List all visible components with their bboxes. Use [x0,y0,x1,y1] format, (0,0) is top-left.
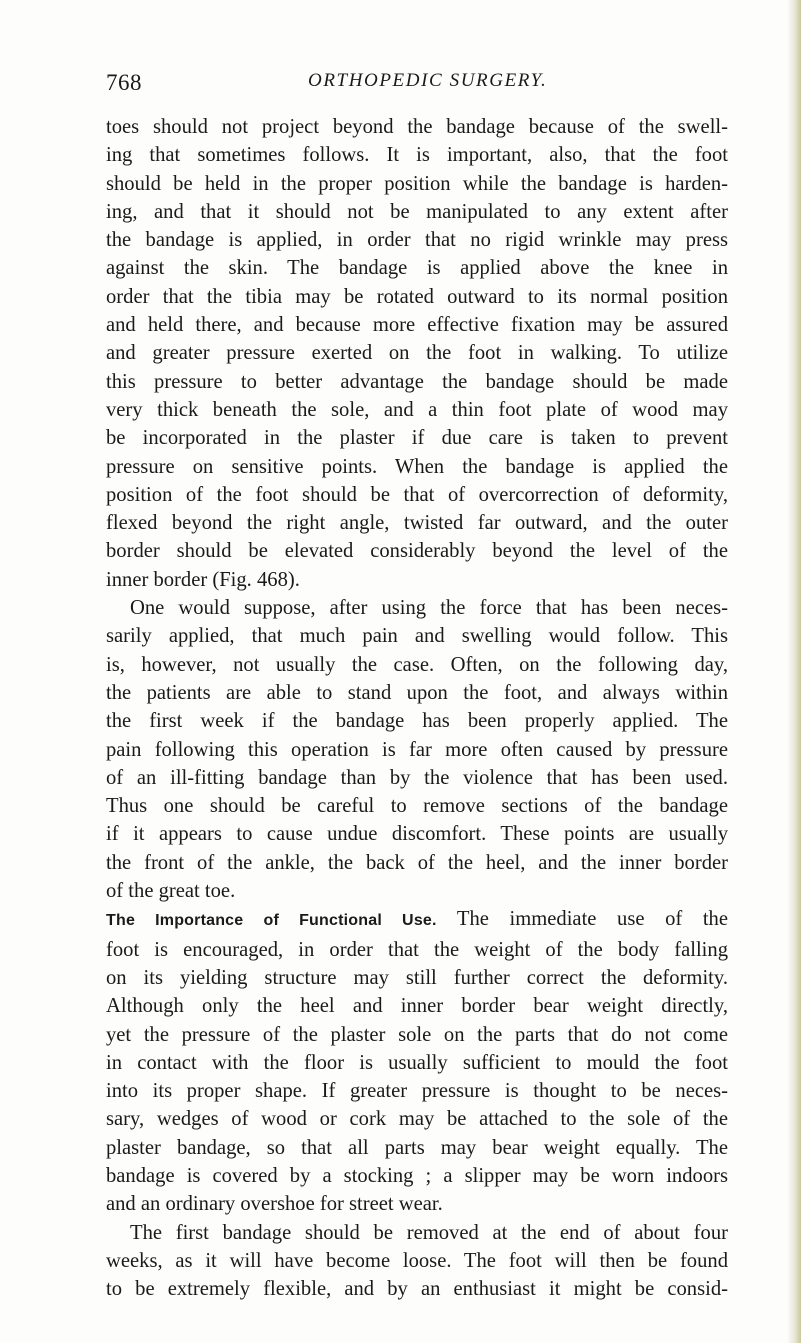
body-text [106,113,728,1303]
text-line: very thick beneath the sole, and a thin foot plate of wood may [106,398,728,421]
text-line: be incorporated in the plaster if due care is taken to prevent [106,427,728,450]
text-line: plaster bandage, so that all parts may bear weight equally. The [106,1136,728,1159]
text-line: the first week if the bandage has been properly applied. The [106,710,728,733]
text-line: on its yielding structure may still further correct the deformity. [106,966,728,989]
text-line: order that the tibia may be rotated outward to its normal position [106,285,728,308]
section-heading: The Importance of Functional Use. [106,912,437,930]
paragraph-1 [106,113,728,594]
text-line: should be held in the proper position while the bandage is harden- [106,172,728,195]
text-line: the bandage is applied, in order that no rigid wrinkle may press [106,229,728,252]
text-line: and held there, and because more effective fixation may be assured [106,314,728,337]
text-line: Although only the heel and inner border bear weight directly, [106,995,728,1018]
text-line: foot is encouraged, in order that the weight of the body falling [106,938,728,961]
running-head [106,64,726,98]
text-line: yet the pressure of the plaster sole on the parts that do not come [106,1023,728,1046]
text-line: One would suppose, after using the force that has been neces- [130,597,728,620]
text-line: sarily applied, that much pain and swelling would follow. This [106,625,728,648]
text-line: sary, wedges of wood or cork may be attached to the sole of the [106,1108,728,1131]
text-line: flexed beyond the right angle, twisted far outward, and the outer [106,512,728,535]
text-line: inner border (Fig. 468). [106,568,300,591]
text-line: Thus one should be careful to remove sections of the bandage [106,795,728,818]
text-line: pain following this operation is far more often caused by pressure [106,738,728,761]
running-head-title: ORTHOPEDIC SURGERY. [308,70,548,91]
paragraph-3 [106,905,728,1218]
text-line: and greater pressure exerted on the foot in walking. To utilize [106,342,728,365]
text-line: into its proper shape. If greater pressure is thought to be neces- [106,1080,728,1103]
text-line: against the skin. The bandage is applied above the knee in [106,257,728,280]
text-line: the front of the ankle, the back of the heel, and the inner border [106,851,728,874]
text-line-with-heading [106,905,728,935]
text-line: the patients are able to stand upon the foot, and always within [106,681,728,704]
text-line: this pressure to better advantage the bandage should be made [106,370,728,393]
page-number: 768 [106,70,142,95]
page-edge-shadow [787,0,801,1343]
text-line: The first bandage should be removed at the end of about four [130,1221,728,1244]
text-line: pressure on sensitive points. When the bandage is applied the [106,455,728,478]
text-line: of an ill-fitting bandage than by the violence that has been used. [106,766,728,789]
text-line: to be extremely flexible, and by an enthusiast it might be consid- [106,1278,728,1301]
text-line: bandage is covered by a stocking ; a slipper may be worn indoors [106,1164,728,1187]
text-line: weeks, as it will have become loose. The foot will then be found [106,1249,728,1272]
text-line: of the great toe. [106,880,236,903]
heading-line-text: The immediate use of the [456,908,728,931]
text-line: toes should not project beyond the bandage because of the swell- [106,116,728,138]
text-line: is, however, not usually the case. Often, on the following day, [106,653,728,676]
text-line: position of the foot should be that of overcorrection of deformity, [106,483,728,506]
text-line: ing that sometimes follows. It is important, also, that the foot [106,144,728,167]
text-line: border should be elevated considerably beyond the level of the [106,540,728,563]
paragraph-2 [106,594,728,905]
text-line: ing, and that it should not be manipulated to any extent after [106,200,728,223]
text-line: in contact with the floor is usually sufficient to mould the foot [106,1051,728,1074]
text-line: if it appears to cause undue discomfort. These points are usually [106,823,728,846]
text-line: and an ordinary overshoe for street wear. [106,1193,443,1216]
paragraph-4 [106,1219,728,1304]
